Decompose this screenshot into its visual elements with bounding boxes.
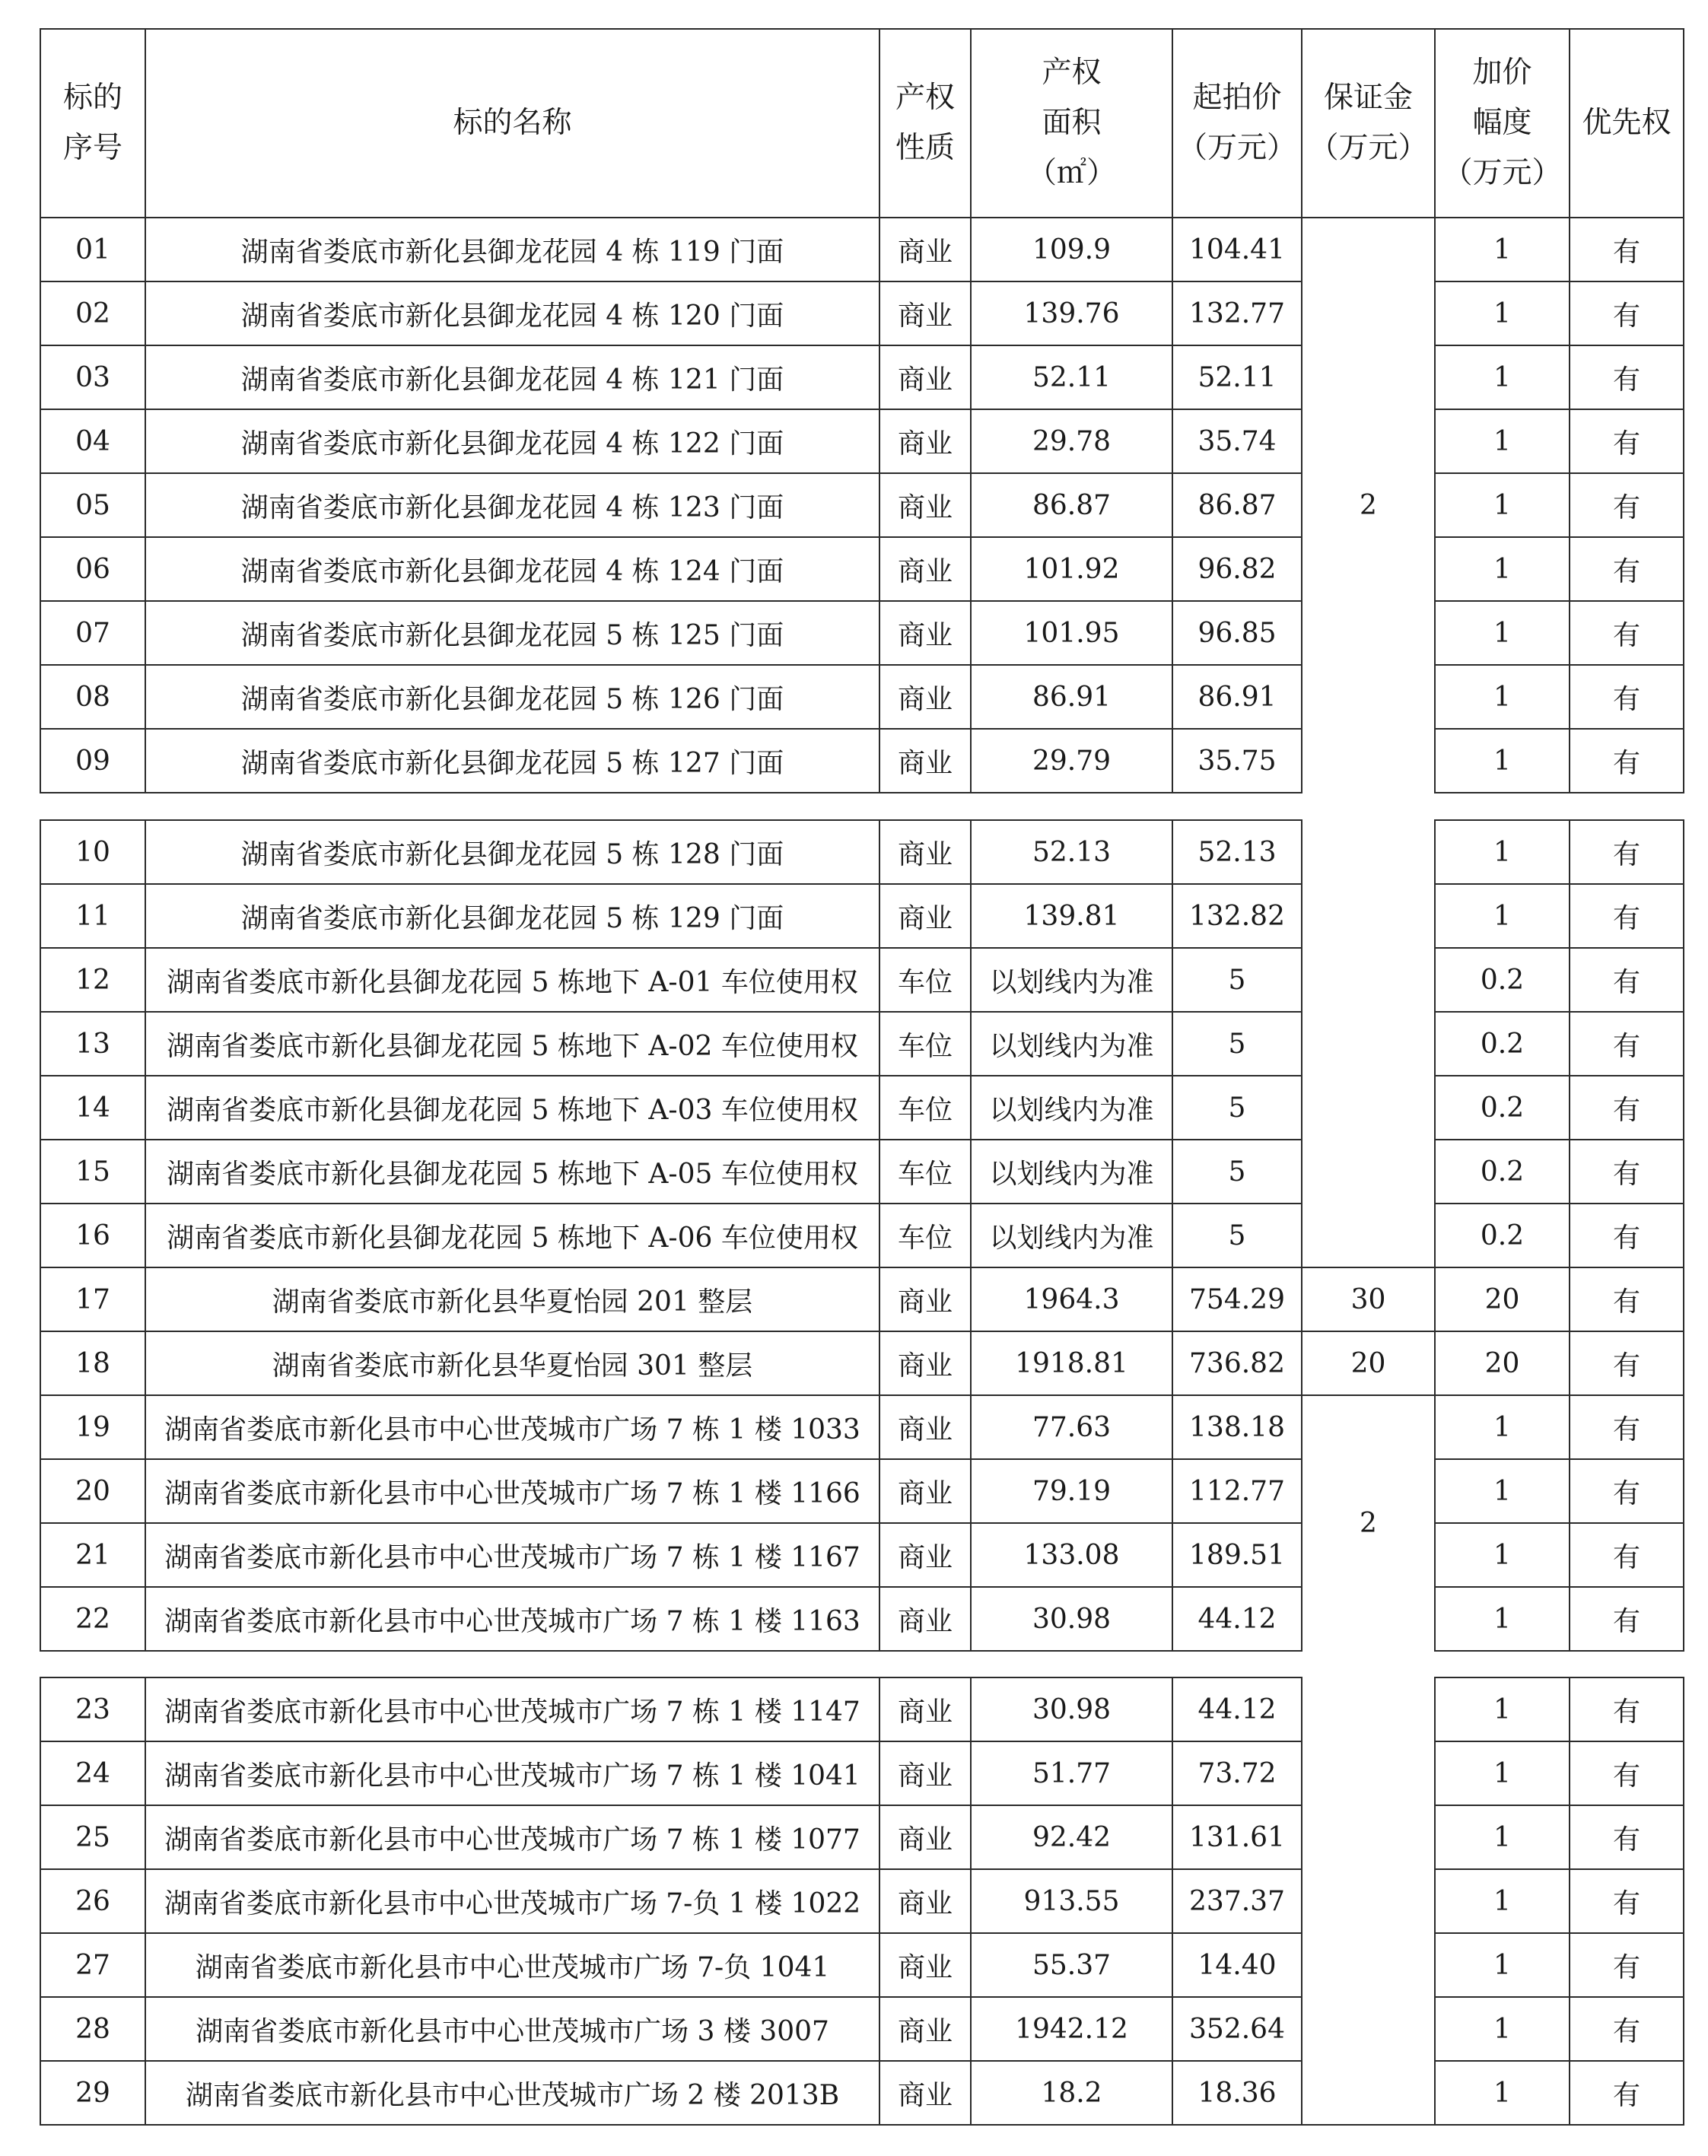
row-area: 139.81 [971, 884, 1172, 948]
row-increment: 20 [1435, 1267, 1570, 1331]
table-row [40, 1012, 1684, 1076]
row-nature: 车位 [879, 1076, 971, 1140]
row-nature: 商业 [879, 665, 971, 729]
row-priority: 有 [1570, 1140, 1684, 1204]
row-seq: 08 [40, 665, 145, 729]
row-priority: 有 [1570, 2061, 1684, 2125]
row-name: 湖南省娄底市新化县市中心世茂城市广场 7 栋 1 楼 1077 [145, 1805, 879, 1869]
row-price: 5 [1172, 1140, 1302, 1204]
header-area: 产权 面积 （㎡） [971, 29, 1172, 218]
row-price: 18.36 [1172, 2061, 1302, 2125]
row-priority: 有 [1570, 1523, 1684, 1587]
row-seq: 14 [40, 1076, 145, 1140]
row-price: 189.51 [1172, 1523, 1302, 1587]
row-nature: 商业 [879, 1459, 971, 1523]
row-area: 以划线内为准 [971, 1140, 1172, 1204]
row-name: 湖南省娄底市新化县御龙花园 4 栋 124 门面 [145, 537, 879, 601]
row-seq: 20 [40, 1459, 145, 1523]
row-priority: 有 [1570, 473, 1684, 537]
row-price: 73.72 [1172, 1741, 1302, 1805]
row-name: 湖南省娄底市新化县市中心世茂城市广场 7 栋 1 楼 1033 [145, 1395, 879, 1459]
row-seq: 23 [40, 1677, 145, 1741]
table-row [40, 948, 1684, 1012]
row-nature: 商业 [879, 729, 971, 793]
row-area: 79.19 [971, 1459, 1172, 1523]
table-row [40, 1933, 1684, 1997]
table-body-1 [40, 218, 1684, 793]
row-priority: 有 [1570, 409, 1684, 473]
row-area: 18.2 [971, 2061, 1172, 2125]
row-deposit: 30 [1302, 1267, 1435, 1331]
table-row [40, 537, 1684, 601]
header-name: 标的名称 [145, 29, 879, 218]
row-name: 湖南省娄底市新化县御龙花园 5 栋 126 门面 [145, 665, 879, 729]
row-area: 以划线内为准 [971, 1012, 1172, 1076]
row-name: 湖南省娄底市新化县华夏怡园 301 整层 [145, 1331, 879, 1395]
row-price: 132.82 [1172, 884, 1302, 948]
row-priority: 有 [1570, 1267, 1684, 1331]
table-row [40, 281, 1684, 345]
row-deposit: 2 [1302, 1395, 1435, 1651]
header-increment: 加价 幅度 （万元） [1435, 29, 1570, 218]
row-seq: 07 [40, 601, 145, 665]
row-price: 96.85 [1172, 601, 1302, 665]
row-seq: 26 [40, 1869, 145, 1933]
table-row [40, 1076, 1684, 1140]
row-name: 湖南省娄底市新化县御龙花园 5 栋 127 门面 [145, 729, 879, 793]
row-nature: 商业 [879, 884, 971, 948]
row-nature: 商业 [879, 1331, 971, 1395]
row-name: 湖南省娄底市新化县御龙花园 5 栋地下 A-06 车位使用权 [145, 1204, 879, 1267]
row-name: 湖南省娄底市新化县市中心世茂城市广场 7-负 1 楼 1022 [145, 1869, 879, 1933]
row-price: 112.77 [1172, 1459, 1302, 1523]
row-area: 52.11 [971, 345, 1172, 409]
row-price: 131.61 [1172, 1805, 1302, 1869]
table-row [40, 473, 1684, 537]
row-price: 35.74 [1172, 409, 1302, 473]
row-name: 湖南省娄底市新化县御龙花园 4 栋 121 门面 [145, 345, 879, 409]
row-seq: 24 [40, 1741, 145, 1805]
row-nature: 商业 [879, 2061, 971, 2125]
row-seq: 22 [40, 1587, 145, 1651]
row-priority: 有 [1570, 884, 1684, 948]
row-priority: 有 [1570, 1459, 1684, 1523]
table-row [40, 1741, 1684, 1805]
row-name: 湖南省娄底市新化县御龙花园 5 栋 128 门面 [145, 820, 879, 884]
row-priority: 有 [1570, 1677, 1684, 1741]
row-area: 1964.3 [971, 1267, 1172, 1331]
row-price: 104.41 [1172, 218, 1302, 281]
row-priority: 有 [1570, 1331, 1684, 1395]
row-seq: 06 [40, 537, 145, 601]
table-row [40, 1587, 1684, 1651]
table-row [40, 729, 1684, 793]
row-priority: 有 [1570, 1805, 1684, 1869]
table-row [40, 601, 1684, 665]
row-area: 51.77 [971, 1741, 1172, 1805]
row-name: 湖南省娄底市新化县御龙花园 5 栋 129 门面 [145, 884, 879, 948]
row-area: 913.55 [971, 1869, 1172, 1933]
table-row [40, 409, 1684, 473]
row-name: 湖南省娄底市新化县市中心世茂城市广场 7 栋 1 楼 1166 [145, 1459, 879, 1523]
row-priority: 有 [1570, 1395, 1684, 1459]
row-area: 55.37 [971, 1933, 1172, 1997]
table-row [40, 1523, 1684, 1587]
row-increment: 1 [1435, 820, 1570, 884]
row-increment: 1 [1435, 601, 1570, 665]
row-price: 52.11 [1172, 345, 1302, 409]
row-price: 5 [1172, 948, 1302, 1012]
row-increment: 1 [1435, 1587, 1570, 1651]
row-nature: 车位 [879, 948, 971, 1012]
auction-table-part-1 [40, 28, 1684, 793]
table-body-3 [40, 1677, 1684, 2125]
row-seq: 16 [40, 1204, 145, 1267]
row-price: 52.13 [1172, 820, 1302, 884]
row-priority: 有 [1570, 948, 1684, 1012]
row-price: 132.77 [1172, 281, 1302, 345]
table-body-2 [40, 820, 1684, 1651]
row-nature: 商业 [879, 1677, 971, 1741]
row-price: 352.64 [1172, 1997, 1302, 2061]
row-increment: 1 [1435, 665, 1570, 729]
row-area: 101.95 [971, 601, 1172, 665]
row-nature: 商业 [879, 537, 971, 601]
row-increment: 1 [1435, 1677, 1570, 1741]
row-priority: 有 [1570, 281, 1684, 345]
header-row [40, 29, 1684, 218]
row-nature: 商业 [879, 1741, 971, 1805]
table-row [40, 884, 1684, 948]
row-nature: 商业 [879, 1869, 971, 1933]
row-increment: 0.2 [1435, 1140, 1570, 1204]
row-seq: 03 [40, 345, 145, 409]
row-deposit [1302, 1677, 1435, 2125]
row-increment: 1 [1435, 281, 1570, 345]
row-priority: 有 [1570, 1933, 1684, 1997]
row-area: 101.92 [971, 537, 1172, 601]
row-seq: 15 [40, 1140, 145, 1204]
row-area: 77.63 [971, 1395, 1172, 1459]
row-name: 湖南省娄底市新化县市中心世茂城市广场 3 楼 3007 [145, 1997, 879, 2061]
row-seq: 02 [40, 281, 145, 345]
row-name: 湖南省娄底市新化县御龙花园 5 栋地下 A-05 车位使用权 [145, 1140, 879, 1204]
row-price: 5 [1172, 1076, 1302, 1140]
row-increment: 1 [1435, 2061, 1570, 2125]
row-price: 736.82 [1172, 1331, 1302, 1395]
row-area: 86.87 [971, 473, 1172, 537]
row-price: 86.87 [1172, 473, 1302, 537]
row-area: 1942.12 [971, 1997, 1172, 2061]
row-area: 86.91 [971, 665, 1172, 729]
row-nature: 商业 [879, 281, 971, 345]
row-name: 湖南省娄底市新化县华夏怡园 201 整层 [145, 1267, 879, 1331]
row-nature: 商业 [879, 345, 971, 409]
row-increment: 1 [1435, 473, 1570, 537]
row-nature: 商业 [879, 473, 971, 537]
row-priority: 有 [1570, 1204, 1684, 1267]
row-priority: 有 [1570, 665, 1684, 729]
row-increment: 1 [1435, 1805, 1570, 1869]
row-nature: 商业 [879, 1997, 971, 2061]
row-seq: 11 [40, 884, 145, 948]
row-area: 29.78 [971, 409, 1172, 473]
row-seq: 13 [40, 1012, 145, 1076]
row-nature: 商业 [879, 1395, 971, 1459]
row-price: 35.75 [1172, 729, 1302, 793]
row-name: 湖南省娄底市新化县御龙花园 5 栋 125 门面 [145, 601, 879, 665]
table-row [40, 820, 1684, 884]
row-seq: 28 [40, 1997, 145, 2061]
row-seq: 21 [40, 1523, 145, 1587]
table-row [40, 1459, 1684, 1523]
row-area: 133.08 [971, 1523, 1172, 1587]
table-row [40, 1267, 1684, 1331]
row-name: 湖南省娄底市新化县御龙花园 4 栋 119 门面 [145, 218, 879, 281]
row-priority: 有 [1570, 345, 1684, 409]
row-increment: 1 [1435, 1459, 1570, 1523]
row-seq: 04 [40, 409, 145, 473]
row-seq: 19 [40, 1395, 145, 1459]
table-row [40, 2061, 1684, 2125]
row-name: 湖南省娄底市新化县市中心世茂城市广场 7-负 1041 [145, 1933, 879, 1997]
row-seq: 01 [40, 218, 145, 281]
row-increment: 1 [1435, 345, 1570, 409]
table-row [40, 1331, 1684, 1395]
row-name: 湖南省娄底市新化县御龙花园 4 栋 123 门面 [145, 473, 879, 537]
row-name: 湖南省娄底市新化县御龙花园 4 栋 120 门面 [145, 281, 879, 345]
row-name: 湖南省娄底市新化县御龙花园 4 栋 122 门面 [145, 409, 879, 473]
row-name: 湖南省娄底市新化县御龙花园 5 栋地下 A-02 车位使用权 [145, 1012, 879, 1076]
row-area: 30.98 [971, 1677, 1172, 1741]
row-increment: 0.2 [1435, 1012, 1570, 1076]
row-name: 湖南省娄底市新化县市中心世茂城市广场 7 栋 1 楼 1147 [145, 1677, 879, 1741]
auction-table-part-3 [40, 1677, 1684, 2126]
row-area: 109.9 [971, 218, 1172, 281]
row-priority: 有 [1570, 1587, 1684, 1651]
table-row [40, 345, 1684, 409]
row-priority: 有 [1570, 820, 1684, 884]
row-price: 86.91 [1172, 665, 1302, 729]
row-priority: 有 [1570, 1741, 1684, 1805]
row-price: 5 [1172, 1204, 1302, 1267]
row-seq: 29 [40, 2061, 145, 2125]
row-increment: 1 [1435, 729, 1570, 793]
row-increment: 20 [1435, 1331, 1570, 1395]
table-row [40, 1869, 1684, 1933]
row-priority: 有 [1570, 218, 1684, 281]
row-nature: 商业 [879, 820, 971, 884]
header-seq: 标的 序号 [40, 29, 145, 218]
row-increment: 1 [1435, 1933, 1570, 1997]
row-priority: 有 [1570, 1997, 1684, 2061]
row-price: 44.12 [1172, 1677, 1302, 1741]
row-seq: 09 [40, 729, 145, 793]
row-area: 1918.81 [971, 1331, 1172, 1395]
row-seq: 27 [40, 1933, 145, 1997]
row-nature: 商业 [879, 1587, 971, 1651]
row-increment: 1 [1435, 884, 1570, 948]
row-price: 5 [1172, 1012, 1302, 1076]
table-row [40, 1140, 1684, 1204]
row-price: 14.40 [1172, 1933, 1302, 1997]
row-nature: 商业 [879, 601, 971, 665]
row-increment: 1 [1435, 537, 1570, 601]
row-name: 湖南省娄底市新化县市中心世茂城市广场 7 栋 1 楼 1167 [145, 1523, 879, 1587]
row-increment: 0.2 [1435, 1204, 1570, 1267]
row-price: 44.12 [1172, 1587, 1302, 1651]
row-name: 湖南省娄底市新化县御龙花园 5 栋地下 A-01 车位使用权 [145, 948, 879, 1012]
row-priority: 有 [1570, 1076, 1684, 1140]
table-row [40, 1997, 1684, 2061]
header-priority: 优先权 [1570, 29, 1684, 218]
row-area: 92.42 [971, 1805, 1172, 1869]
row-nature: 商业 [879, 218, 971, 281]
row-price: 754.29 [1172, 1267, 1302, 1331]
row-price: 96.82 [1172, 537, 1302, 601]
row-area: 29.79 [971, 729, 1172, 793]
row-priority: 有 [1570, 1012, 1684, 1076]
row-area: 30.98 [971, 1587, 1172, 1651]
row-seq: 18 [40, 1331, 145, 1395]
table-row [40, 1805, 1684, 1869]
row-seq: 12 [40, 948, 145, 1012]
row-priority: 有 [1570, 1869, 1684, 1933]
row-name: 湖南省娄底市新化县市中心世茂城市广场 7 栋 1 楼 1163 [145, 1587, 879, 1651]
row-seq: 05 [40, 473, 145, 537]
row-increment: 1 [1435, 409, 1570, 473]
row-nature: 车位 [879, 1204, 971, 1267]
row-seq: 25 [40, 1805, 145, 1869]
row-increment: 1 [1435, 1741, 1570, 1805]
row-deposit: 2 [1302, 218, 1435, 793]
row-increment: 1 [1435, 1395, 1570, 1459]
row-priority: 有 [1570, 601, 1684, 665]
row-deposit [1302, 820, 1435, 1267]
table-row [40, 665, 1684, 729]
table-row [40, 1395, 1684, 1459]
row-nature: 商业 [879, 1805, 971, 1869]
row-nature: 商业 [879, 409, 971, 473]
header-nature: 产权 性质 [879, 29, 971, 218]
row-area: 139.76 [971, 281, 1172, 345]
row-increment: 1 [1435, 1523, 1570, 1587]
row-priority: 有 [1570, 537, 1684, 601]
header-deposit: 保证金 （万元） [1302, 29, 1435, 218]
row-price: 237.37 [1172, 1869, 1302, 1933]
row-area: 以划线内为准 [971, 948, 1172, 1012]
row-nature: 商业 [879, 1523, 971, 1587]
row-area: 以划线内为准 [971, 1076, 1172, 1140]
row-increment: 1 [1435, 1997, 1570, 2061]
row-nature: 商业 [879, 1933, 971, 1997]
row-nature: 车位 [879, 1012, 971, 1076]
row-nature: 商业 [879, 1267, 971, 1331]
row-priority: 有 [1570, 729, 1684, 793]
row-seq: 10 [40, 820, 145, 884]
row-area: 52.13 [971, 820, 1172, 884]
auction-table-part-2 [40, 819, 1684, 1652]
table-row [40, 1204, 1684, 1267]
row-area: 以划线内为准 [971, 1204, 1172, 1267]
row-nature: 车位 [879, 1140, 971, 1204]
row-name: 湖南省娄底市新化县市中心世茂城市广场 7 栋 1 楼 1041 [145, 1741, 879, 1805]
row-increment: 1 [1435, 1869, 1570, 1933]
row-increment: 0.2 [1435, 1076, 1570, 1140]
row-name: 湖南省娄底市新化县市中心世茂城市广场 2 楼 2013B [145, 2061, 879, 2125]
row-increment: 1 [1435, 218, 1570, 281]
row-deposit: 20 [1302, 1331, 1435, 1395]
table-row [40, 218, 1684, 281]
row-price: 138.18 [1172, 1395, 1302, 1459]
row-name: 湖南省娄底市新化县御龙花园 5 栋地下 A-03 车位使用权 [145, 1076, 879, 1140]
row-increment: 0.2 [1435, 948, 1570, 1012]
row-seq: 17 [40, 1267, 145, 1331]
table-row [40, 1677, 1684, 1741]
header-price: 起拍价 （万元） [1172, 29, 1302, 218]
